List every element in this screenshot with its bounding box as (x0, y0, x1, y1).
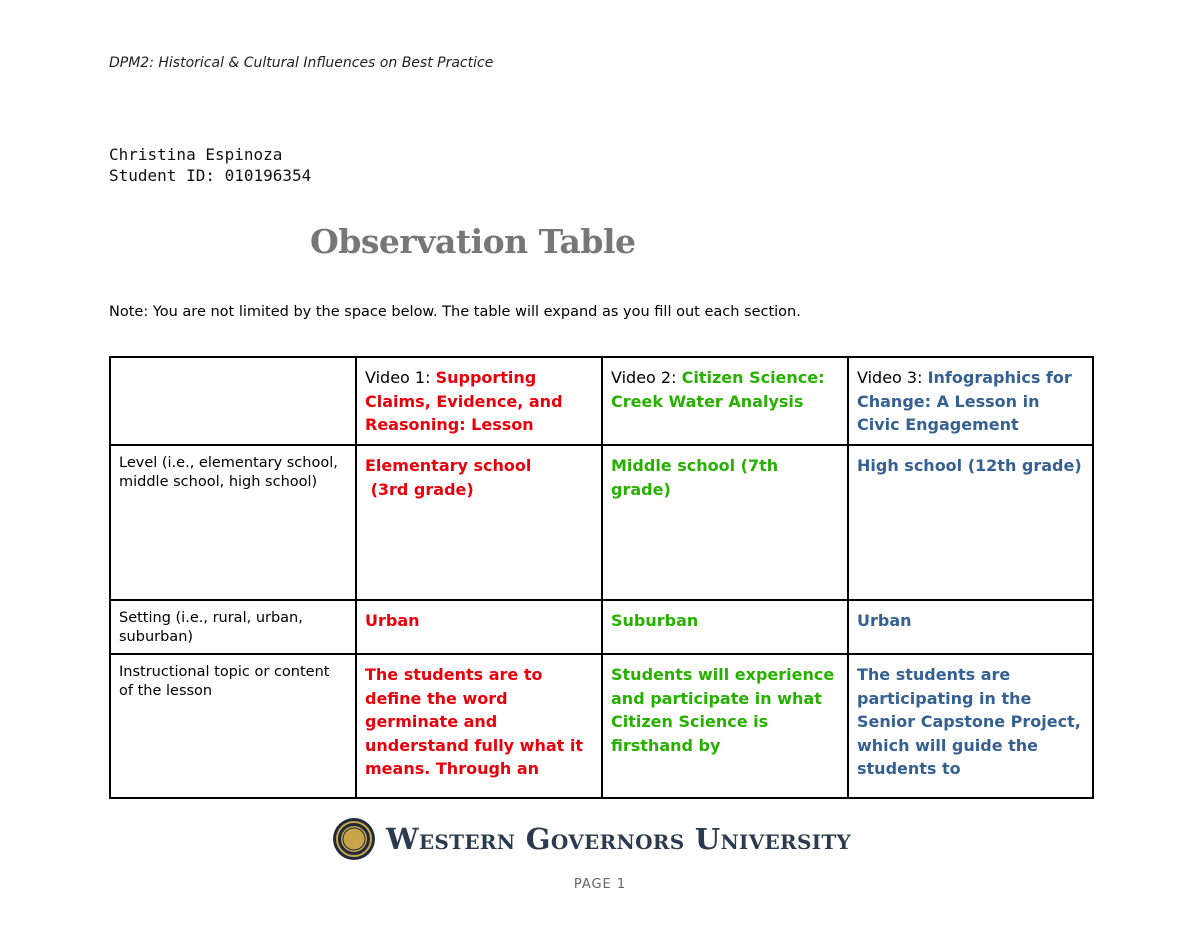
video-1-setting-cell[interactable]: Urban (356, 600, 602, 654)
empty-corner-cell[interactable] (110, 357, 356, 445)
video-1-title: Supporting Claims, Evidence, and Reasoning: Lesson (365, 368, 563, 434)
topic-label[interactable]: Instructional topic or content of the lesson (110, 654, 356, 798)
page-number: PAGE 1 (573, 877, 627, 892)
video-2-prefix: Video 2: (611, 368, 682, 387)
page-title: Observation Table (310, 222, 636, 261)
university-seal-icon (332, 817, 376, 861)
author-block (109, 144, 311, 186)
video-3-title: Infographics for Change: A Lesson in Civic Engagement (857, 368, 1072, 434)
setting-label[interactable]: Setting (i.e., rural, urban, suburban) (110, 600, 356, 654)
video-3-header-cell[interactable] (848, 357, 1093, 445)
author-name: Christina Espinoza (109, 145, 283, 164)
video-3-prefix: Video 3: (857, 368, 928, 387)
observation-table (109, 356, 1094, 799)
video-3-level-cell[interactable]: High school (12th grade) (848, 445, 1093, 600)
document-header: DPM2: Historical & Cultural Influences on Best Practice (109, 55, 494, 71)
video-1-level-cell[interactable] (356, 445, 602, 600)
video-2-title: Citizen Science: Creek Water Analysis (611, 368, 825, 411)
video-2-setting-cell[interactable]: Suburban (602, 600, 848, 654)
video-3-setting-cell[interactable]: Urban (848, 600, 1093, 654)
video-1-prefix: Video 1: (365, 368, 436, 387)
logo-wordmark: Western Governors University (386, 822, 852, 856)
video-3-topic-cell[interactable]: The students are participating in the Senior Capstone Project, which will guide the students to (848, 654, 1093, 798)
video-1-level-line-1: Elementary school (365, 456, 532, 475)
video-2-header-cell[interactable] (602, 357, 848, 445)
level-label[interactable]: Level (i.e., elementary school, middle school, high school) (110, 445, 356, 600)
video-2-level-cell[interactable]: Middle school (7th grade) (602, 445, 848, 600)
table-row-topic (110, 654, 1093, 798)
video-1-topic-cell[interactable]: The students are to define the word germinate and understand fully what it means. Through an (356, 654, 602, 798)
table-row-level (110, 445, 1093, 600)
note-text: Note: You are not limited by the space below. The table will expand as you fill out each section. (109, 304, 801, 320)
table-row-setting (110, 600, 1093, 654)
video-1-header-cell[interactable] (356, 357, 602, 445)
video-1-level-line-2: (3rd grade) (365, 479, 474, 499)
video-2-topic-cell[interactable]: Students will experience and participate in what Citizen Science is firsthand by (602, 654, 848, 798)
student-id: Student ID: 010196354 (109, 166, 312, 185)
wgu-logo (332, 816, 851, 862)
table-header-row (110, 357, 1093, 445)
